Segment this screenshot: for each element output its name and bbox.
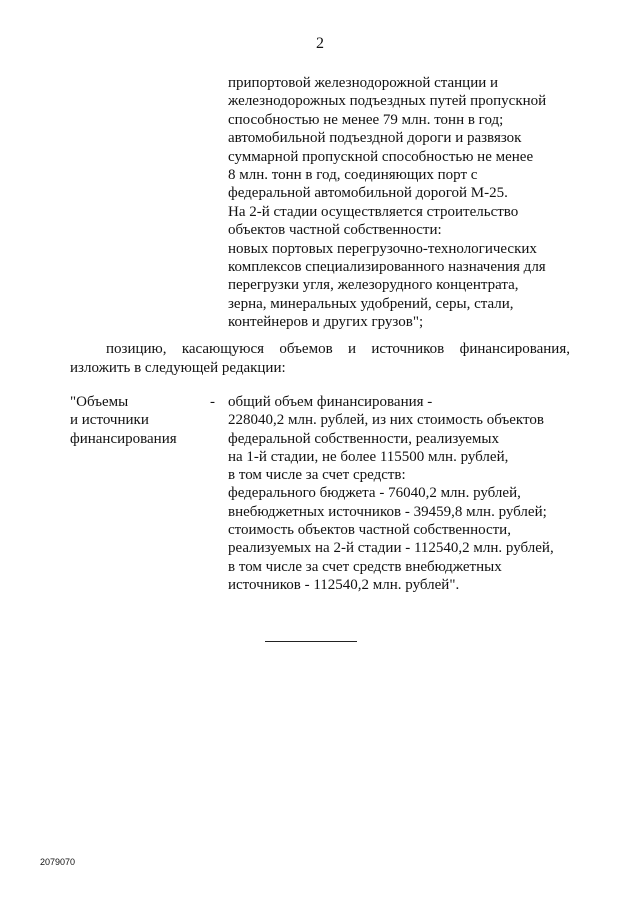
text-line: контейнеров и других грузов";	[228, 314, 424, 331]
financing-content	[228, 393, 628, 594]
text-line: припортовой железнодорожной станции и	[228, 75, 499, 91]
financing-label	[70, 393, 220, 448]
instruction-line-1: позицию, касающуюся объемов и источников финансирования,	[106, 341, 570, 357]
content-line: федерального бюджета - 76040,2 млн. рублей,	[228, 485, 521, 502]
top-text-block	[228, 74, 628, 332]
content-line: федеральной собственности, реализуемых	[228, 430, 499, 447]
text-line: зерна, минеральных удобрений, серы, стали,	[228, 295, 514, 312]
content-line: в том числе за счет средств:	[228, 467, 406, 484]
content-line: на 1-й стадии, не более 115500 млн. рублей,	[228, 448, 509, 465]
text-line: комплексов специализированного назначения для	[228, 259, 546, 276]
text-line: На 2-й стадии осуществляется строительство	[228, 203, 519, 220]
content-line: общий объем финансирования -	[228, 394, 433, 410]
label-line: "Объемы	[70, 394, 129, 410]
content-line: стоимость объектов частной собственности,	[228, 522, 511, 539]
closing-rule	[265, 641, 357, 642]
text-line: федеральной автомобильной дорогой М-25.	[228, 185, 508, 202]
text-line: новых портовых перегрузочно-технологических	[228, 240, 537, 257]
page-number: 2	[316, 35, 324, 52]
text-line: железнодорожных подъездных путей пропускной	[228, 93, 547, 110]
instruction-paragraph	[70, 340, 570, 377]
content-line: в том числе за счет средств внебюджетных	[228, 558, 502, 575]
text-line: суммарной пропускной способностью не менее	[228, 148, 534, 165]
text-line: способностью не менее 79 млн. тонн в год;	[228, 111, 504, 128]
text-line: перегрузки угля, железорудного концентрата,	[228, 277, 519, 294]
content-line: 228040,2 млн. рублей, из них стоимость объектов	[228, 412, 544, 429]
text-line: 8 млн. тонн в год, соединяющих порт с	[228, 167, 478, 184]
instruction-line-2: изложить в следующей редакции:	[70, 359, 286, 376]
text-line: автомобильной подъездной дороги и развязок	[228, 130, 522, 147]
text-line: объектов частной собственности:	[228, 222, 442, 239]
content-line: источников - 112540,2 млн. рублей".	[228, 576, 460, 593]
separator-dash: -	[210, 394, 215, 410]
document-id: 2079070	[40, 857, 76, 867]
label-line: и источники	[70, 412, 149, 429]
content-line: реализуемых на 2-й стадии - 112540,2 млн. рублей,	[228, 540, 554, 557]
content-line: внебюджетных источников - 39459,8 млн. рублей;	[228, 503, 547, 520]
label-line: финансирования	[70, 430, 177, 447]
